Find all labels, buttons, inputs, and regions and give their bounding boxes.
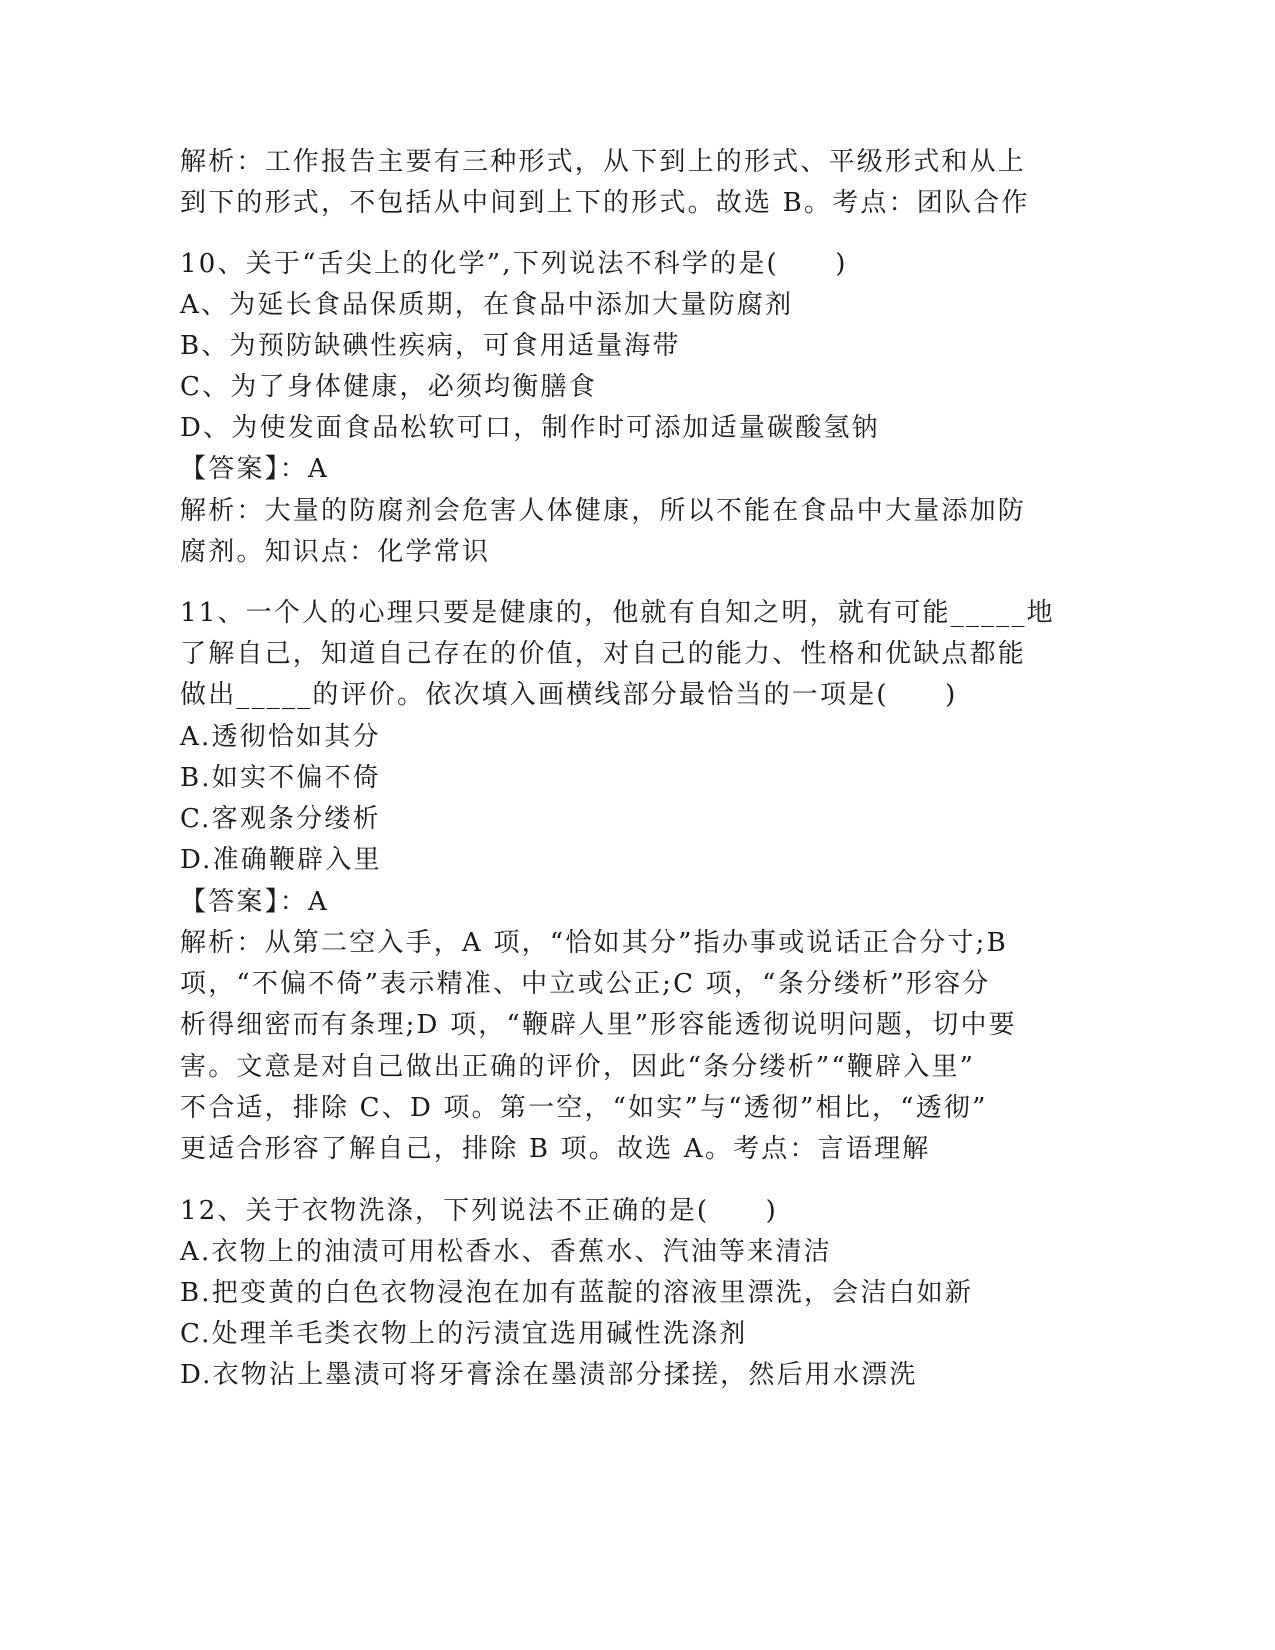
prev-analysis-line-2: 到下的形式，不包括从中间到上下的形式。故选 B。考点：团队合作 bbox=[180, 188, 1030, 218]
q10-question: 10、关于“舌尖上的化学”,下列说法不科学的是( ) bbox=[180, 249, 848, 279]
q11-answer: 【答案】：A bbox=[180, 887, 329, 917]
q12-option-b: B.把变黄的白色衣物浸泡在加有蓝靛的溶液里漂洗，会洁白如新 bbox=[180, 1278, 974, 1308]
q11-question-line-1: 11、一个人的心理只要是健康的，他就有自知之明，就有可能_____地 bbox=[180, 598, 1055, 628]
q11-question-line-3: 做出_____的评价。依次填入画横线部分最恰当的一项是( ) bbox=[180, 680, 958, 710]
q12-option-d: D.衣物沾上墨渍可将牙膏涂在墨渍部分揉搓，然后用水漂洗 bbox=[180, 1360, 918, 1390]
q11-analysis-line-6: 更适合形容了解自己，排除 B 项。故选 A。考点：言语理解 bbox=[180, 1134, 931, 1164]
q11-question-line-2: 了解自己，知道自己存在的价值，对自己的能力、性格和优缺点都能 bbox=[180, 639, 1027, 669]
q10-analysis-line-1: 解析：大量的防腐剂会危害人体健康，所以不能在食品中大量添加防 bbox=[180, 496, 1027, 526]
q10-option-c: C、为了身体健康，必须均衡膳食 bbox=[180, 372, 597, 402]
q11-option-a: A.透彻恰如其分 bbox=[180, 722, 381, 752]
q12-option-c: C.处理羊毛类衣物上的污渍宜选用碱性洗涤剂 bbox=[180, 1319, 748, 1349]
q11-analysis-line-2: 项，“不偏不倚”表示精准、中立或公正;C 项，“条分缕析”形容分 bbox=[180, 969, 991, 999]
q10-option-a: A、为延长食品保质期，在食品中添加大量防腐剂 bbox=[180, 290, 794, 320]
q11-option-b: B.如实不偏不倚 bbox=[180, 763, 381, 793]
q11-option-d: D.准确鞭辟入里 bbox=[180, 845, 382, 875]
q11-analysis-line-4: 害。文意是对自己做出正确的评价，因此“条分缕析”“鞭辟入里” bbox=[180, 1052, 976, 1082]
q12-option-a: A.衣物上的油渍可用松香水、香蕉水、汽油等来清洁 bbox=[180, 1237, 832, 1267]
q11-analysis-line-1: 解析：从第二空入手，A 项，“恰如其分”指办事或说话正合分寸;B bbox=[180, 928, 1008, 958]
q10-option-d: D、为使发面食品松软可口，制作时可添加适量碳酸氢钠 bbox=[180, 413, 880, 443]
q11-analysis-line-3: 析得细密而有条理;D 项，“鞭辟人里”形容能透彻说明问题，切中要 bbox=[180, 1010, 1017, 1040]
q11-analysis-line-5: 不合适，排除 C、D 项。第一空，“如实”与“透彻”相比，“透彻” bbox=[180, 1093, 988, 1123]
q11-option-c: C.客观条分缕析 bbox=[180, 804, 381, 834]
q10-option-b: B、为预防缺碘性疾病，可食用适量海带 bbox=[180, 331, 681, 361]
q10-answer: 【答案】：A bbox=[180, 454, 329, 484]
q10-analysis-line-2: 腐剂。知识点：化学常识 bbox=[180, 537, 491, 567]
prev-analysis-line-1: 解析：工作报告主要有三种形式，从下到上的形式、平级形式和从上 bbox=[180, 147, 1027, 177]
q12-question: 12、关于衣物洗涤，下列说法不正确的是( ) bbox=[180, 1196, 778, 1226]
